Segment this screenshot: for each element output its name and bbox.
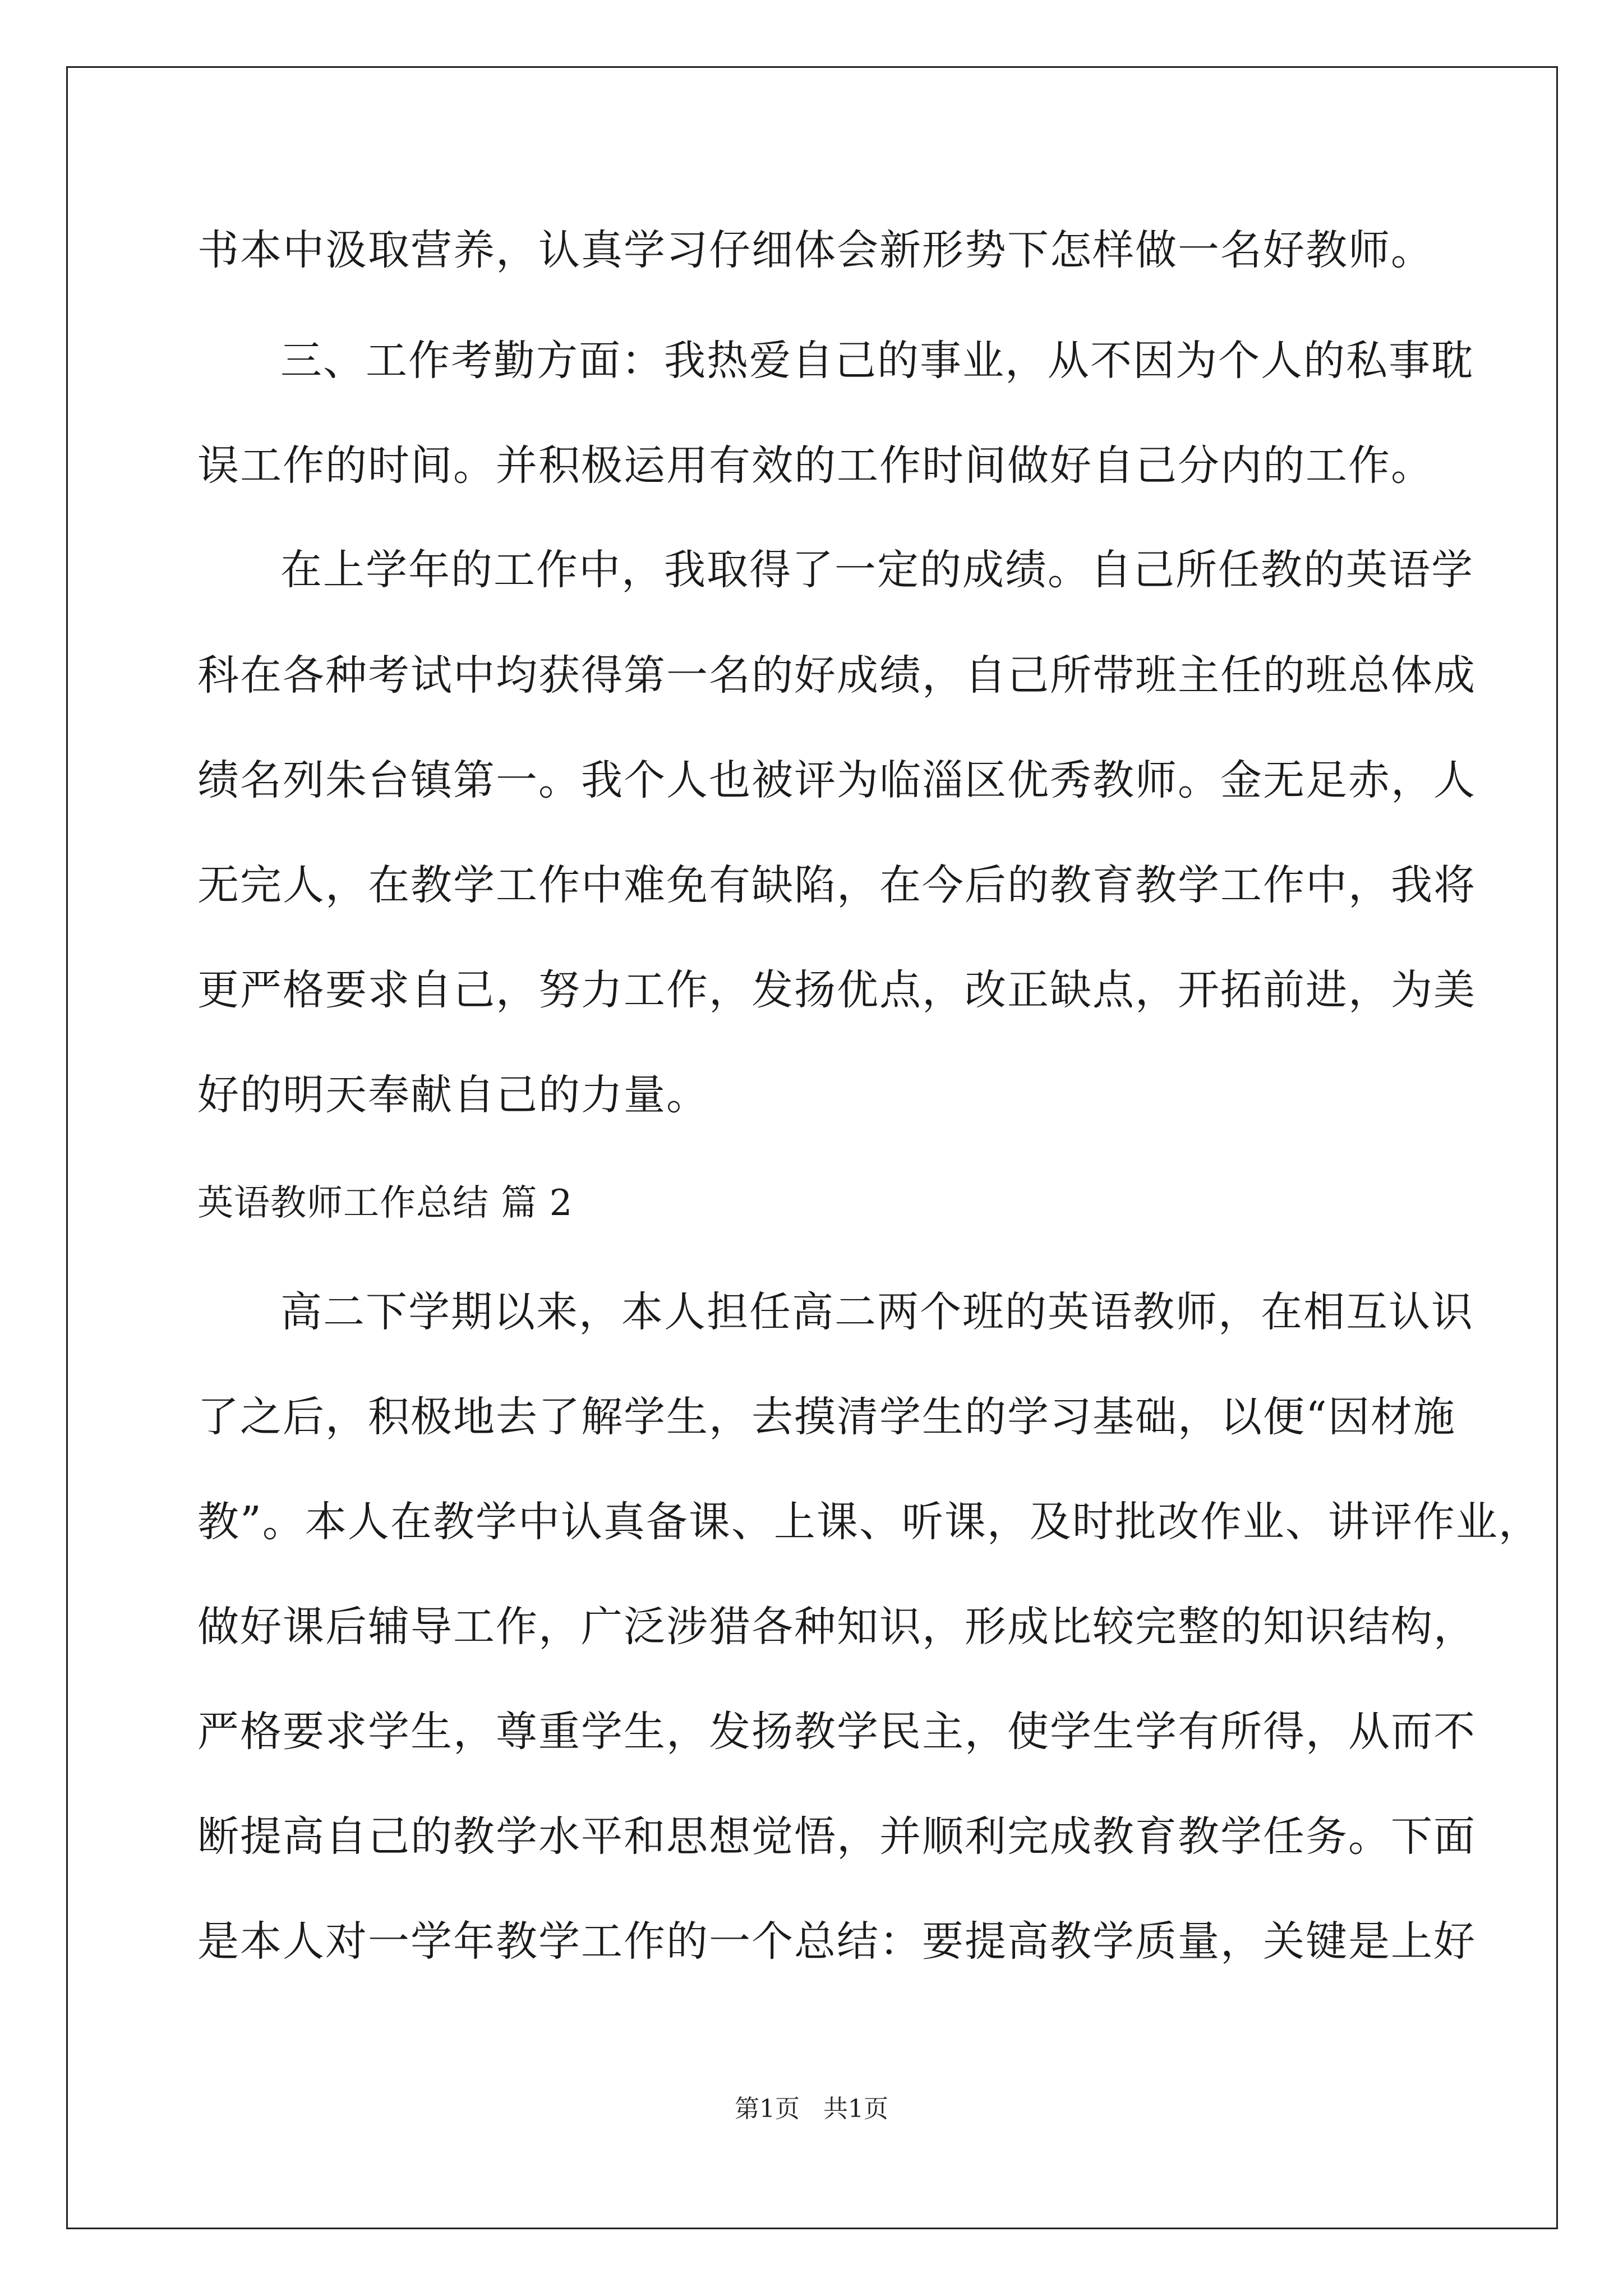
text-line: 三、工作考勤方面：我热爱自己的事业，从不因为个人的私事耽 (280, 337, 1474, 385)
text-line: 绩名列朱台镇第一。我个人也被评为临淄区优秀教师。金无足赤，人 (197, 756, 1476, 804)
text-line: 了之后，积极地去了解学生，去摸清学生的学习基础，以便“因材施 (197, 1393, 1456, 1441)
text-line: 做好课后辅导工作，广泛涉猎各种知识，形成比较完整的知识结构， (197, 1603, 1476, 1651)
text-line: 好的明天奉献自己的力量。 (197, 1071, 709, 1119)
text-line: 在上学年的工作中，我取得了一定的成绩。自己所任教的英语学 (280, 546, 1474, 594)
page-border (66, 66, 1558, 2229)
section-heading: 英语教师工作总结 篇 2 (197, 1182, 573, 1224)
text-line: 无完人，在教学工作中难免有缺陷，在今后的教育教学工作中，我将 (197, 861, 1476, 909)
text-line: 断提高自己的教学水平和思想觉悟，并顺利完成教育教学任务。下面 (197, 1812, 1476, 1861)
page-footer: 第1页 共1页 (735, 2095, 888, 2123)
text-line: 是本人对一学年教学工作的一个总结：要提高教学质量，关键是上好 (197, 1917, 1476, 1966)
text-line: 书本中汲取营养，认真学习仔细体会新形势下怎样做一名好教师。 (197, 226, 1433, 274)
text-line: 严格要求学生，尊重学生，发扬教学民主，使学生学有所得，从而不 (197, 1708, 1476, 1756)
text-line: 更严格要求自己，努力工作，发扬优点，改正缺点，开拓前进，为美 (197, 966, 1476, 1014)
text-line: 科在各种考试中均获得第一名的好成绩，自己所带班主任的班总体成 (197, 651, 1476, 700)
text-line: 高二下学期以来，本人担任高二两个班的英语教师，在相互认识 (280, 1288, 1474, 1336)
text-line: 教”。本人在教学中认真备课、上课、听课，及时批改作业、讲评作业， (197, 1498, 1541, 1546)
text-line: 误工作的时间。并积极运用有效的工作时间做好自己分内的工作。 (197, 441, 1433, 490)
